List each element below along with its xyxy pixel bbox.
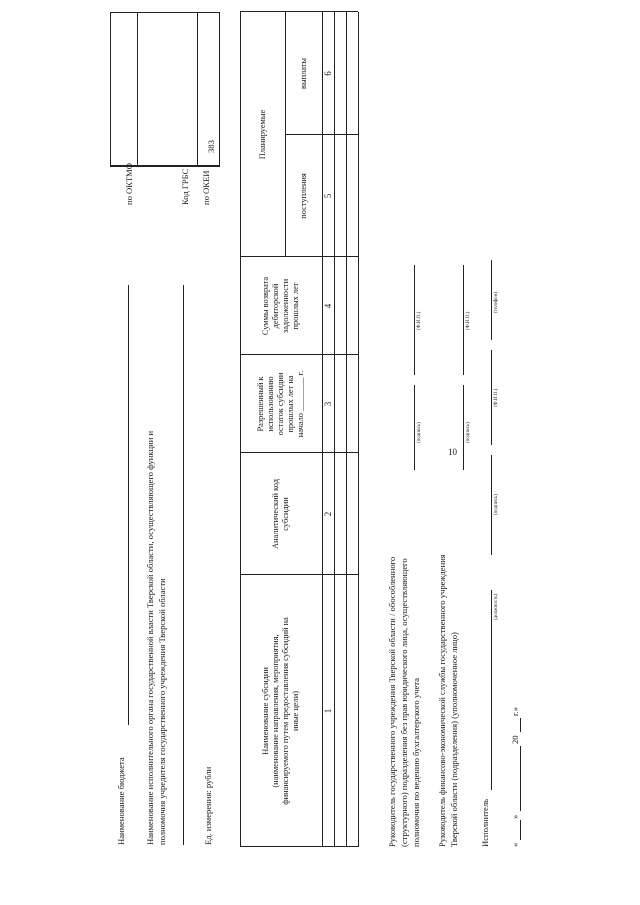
header-planned: Планируемые (257, 109, 267, 160)
head-label-1: Руководитель государственного учреждения Тверской области / обособленного (387, 556, 397, 847)
executor-phone-line[interactable] (491, 260, 492, 340)
position-caption: (должность) (494, 593, 499, 620)
finance-signature-line[interactable] (463, 385, 464, 470)
grbs-label: Код ГРБС (180, 168, 190, 205)
header-payments: выплаты (298, 57, 308, 90)
col-number-4: 4 (323, 303, 333, 309)
executive-body-line (183, 285, 184, 845)
executor-fio-caption: (Ф.И.О.) (494, 388, 499, 407)
phone-caption: (телефон) (494, 292, 499, 313)
head-signature-line[interactable] (414, 385, 415, 470)
page-number: 10 (448, 447, 457, 457)
head-label-3: полномочия по ведению бухгалтерского учета (411, 678, 421, 847)
head-signature-caption: (подпись) (417, 422, 422, 443)
oktmo-label: по ОКТМО (124, 163, 134, 205)
header-allowed-balance: Разрешенный к использованию остаток субсидии прошлых лет на начало ________ г. (256, 370, 305, 438)
executor-signature-line[interactable] (491, 455, 492, 555)
finance-fio-line[interactable] (463, 265, 464, 375)
header-analytic-code: Аналитический код субсидии (271, 479, 290, 549)
executor-signature-caption: (подпись) (494, 494, 499, 515)
header-receivables-return: Суммы возврата дебиторской задолженности прошлых лет (261, 276, 300, 336)
unit-label: Ед. измерения: рубли (203, 766, 213, 845)
col-number-3: 3 (323, 401, 333, 407)
col-number-6: 6 (323, 71, 333, 76)
head-label-2: (структурного) подразделения без прав юридического лица, осуществляющего (399, 558, 409, 847)
head-fio-caption: (Ф.И.О.) (417, 311, 422, 330)
okei-value: 383 (206, 140, 216, 153)
executor-fio-line[interactable] (491, 350, 492, 445)
header-subsidy-name: Наименование субсидии (наименование направления, мероприятия, финансируемого путем предоставления субсидий на иные цели) (261, 617, 300, 805)
okei-label: по ОКЕИ (201, 170, 211, 205)
finance-fio-caption: (Ф.И.О.) (466, 311, 471, 330)
head-fio-line[interactable] (414, 265, 415, 375)
finance-label-1: Руководитель финансово-экономической службы государственного учреждения (437, 554, 447, 847)
col-number-5: 5 (323, 193, 333, 199)
executive-body-label-1: Наименование исполнительного органа государственной власти Тверской области, осуществляющего функции и (145, 430, 155, 845)
codes-box (110, 12, 220, 167)
rotated-form: Наименование бюджета Наименование исполнительного органа государственной власти Тверской области, осуществляющего функции и полномочия учредителя государственного учреждения Тверской области Ед. измерения: рубли по ОКТМО Код ГРБС по ОКЕИ 383 Наименование субсидии (наименование направления, мероприятия, финансируемого путем предоставления субсидий на иные цели) Аналитический код субсидии Разрешенный к использованию остаток субсидии прошлых лет на начало ________ г. Суммы возврата дебиторской задолженности прошлых лет Планируемые поступления выплаты 1 2 3 4 5 6 Руководитель государственного учреждения Тверской области / обособленного (структурного) подразделения без прав юридического лица, осуществляющего полномочия по ведению бухгалтерского учета (подпись) (Ф.И.О.) Руководитель финансово-экономической службы государственного учреждения Тверской области (подразделения) (уполномоченное лицо) (подпись) (Ф.И.О.) Исполнитель (должность) (подпись) (Ф.И.О.) (телефон) « » 20 г.» (0, 0, 640, 905)
executor-position-line[interactable] (491, 590, 492, 790)
executor-label: Исполнитель (480, 798, 490, 847)
budget-name-label: Наименование бюджета (116, 757, 126, 845)
col-number-2: 2 (323, 511, 333, 517)
budget-name-line (128, 285, 129, 725)
header-receipts: поступления (298, 173, 308, 219)
finance-label-2: Тверской области (подразделения) (уполномоченное лицо) (449, 632, 459, 847)
executive-body-label-2: полномочия учредителя государственного учреждения Тверской области (157, 578, 167, 845)
col-number-1: 1 (323, 708, 333, 714)
finance-signature-caption: (подпись) (466, 422, 471, 443)
